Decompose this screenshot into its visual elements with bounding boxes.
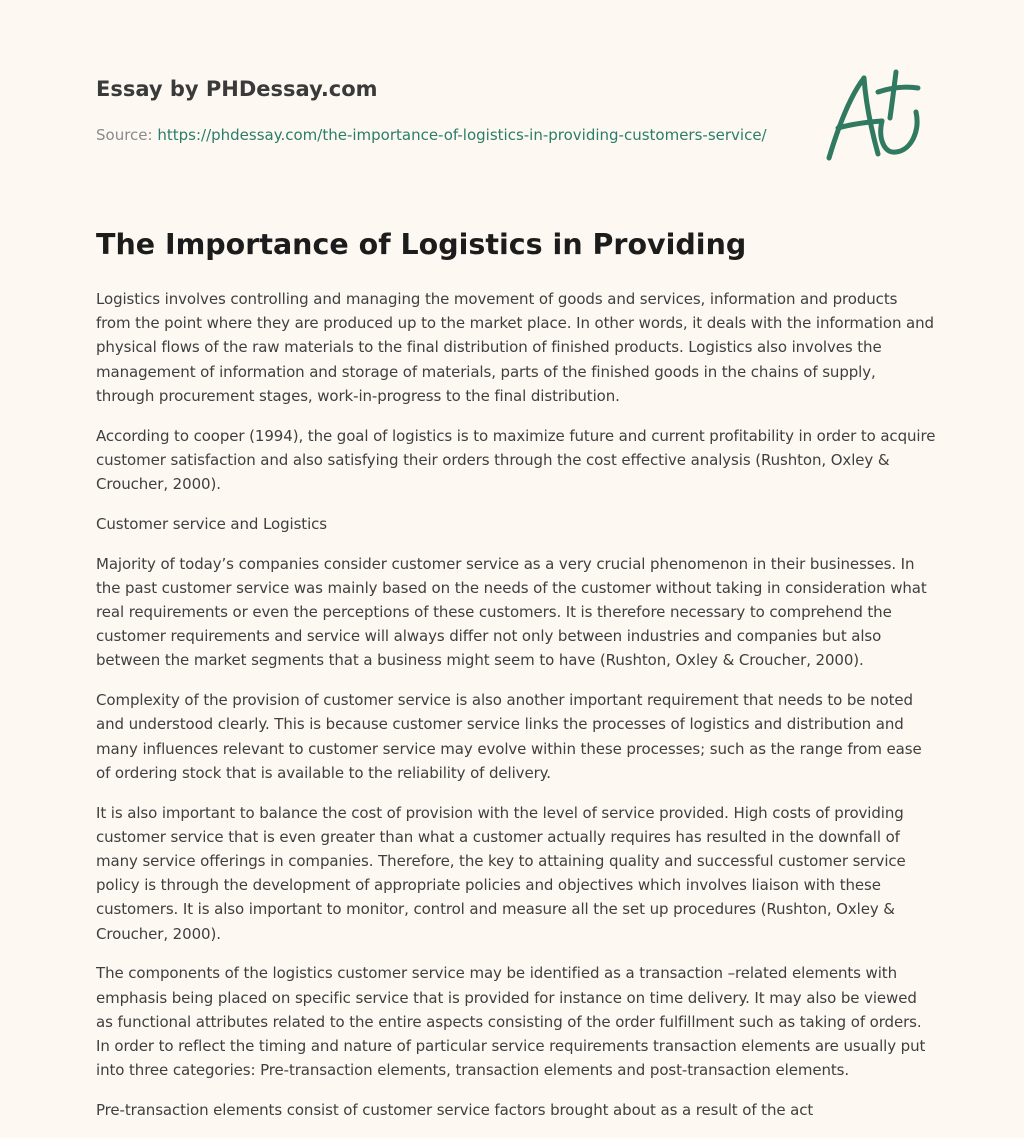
paragraph: Complexity of the provision of customer service is also another important requirement that needs to be noted and understood clearly. This is because customer service links the processes of logistics and distribution and many influences relevant to customer service may evolve within these processes; such as the range from ease of ordering stock that is available to the reliability of delivery.	[96, 691, 922, 782]
paragraph: The components of the logistics customer service may be identified as a transaction –related elements with emphasis being placed on specific service that is provided for instance on time delivery. It may also be viewed as functional attributes related to the entire aspects consisting of the order fulfillment such as taking of orders. In order to reflect the timing and nature of particular service requirements transaction elements are usually put into three categories: Pre-transaction elements, transaction elements and post-transaction elements.	[96, 964, 926, 1080]
paragraph: According to cooper (1994), the goal of logistics is to maximize future and current profitability in order to acquire customer satisfaction and also satisfying their orders through the cost effective analysis (Rushton, Oxley & Croucher, 2000).	[96, 426, 936, 494]
essay-title: The Importance of Logistics in Providing	[96, 228, 747, 261]
paragraph: Pre-transaction elements consist of customer service factors brought about as a result of the act	[96, 1101, 814, 1120]
source-label: Source:	[96, 126, 153, 144]
source-link[interactable]: https://phdessay.com/the-importance-of-logistics-in-providing-customers-service/	[157, 126, 767, 144]
paragraph: Majority of today’s companies consider customer service as a very crucial phenomenon in their businesses. In the past customer service was mainly based on the needs of the customer without taking in consideration what real requirements or even the perceptions of these customers. It is therefore necessary to comprehend the customer requirements and service will always differ not only between industries and companies but also between the market segments that a business might seem to have (Rushton, Oxley & Croucher, 2000).	[96, 554, 927, 670]
paragraph: It is also important to balance the cost of provision with the level of service provided. High costs of providing customer service that is even greater than what a customer actually requires has resulted in the downfall of many service offerings in companies. Therefore, the key to attaining quality and successful customer service policy is through the development of appropriate policies and objectives which involves liaison with these customers. It is also important to monitor, control and measure all the set up procedures (Rushton, Oxley & Croucher, 2000).	[96, 803, 906, 943]
site-brand: Essay by PHDessay.com	[96, 77, 378, 101]
paragraph: Logistics involves controlling and managing the movement of goods and services, information and products from the point where they are produced up to the market place. In other words, it deals with the information and physical flows of the raw materials to the final distribution of finished products. Logistics also involves the management of information and storage of materials, parts of the finished goods in the chains of supply, through procurement stages, work-in-progress to the final distribution.	[96, 290, 934, 405]
essay-article	[96, 225, 936, 1138]
section-subheading: Customer service and Logistics	[96, 514, 328, 533]
a-plus-grade-icon	[820, 66, 930, 166]
source-line	[96, 124, 796, 146]
essay-header	[96, 74, 796, 146]
